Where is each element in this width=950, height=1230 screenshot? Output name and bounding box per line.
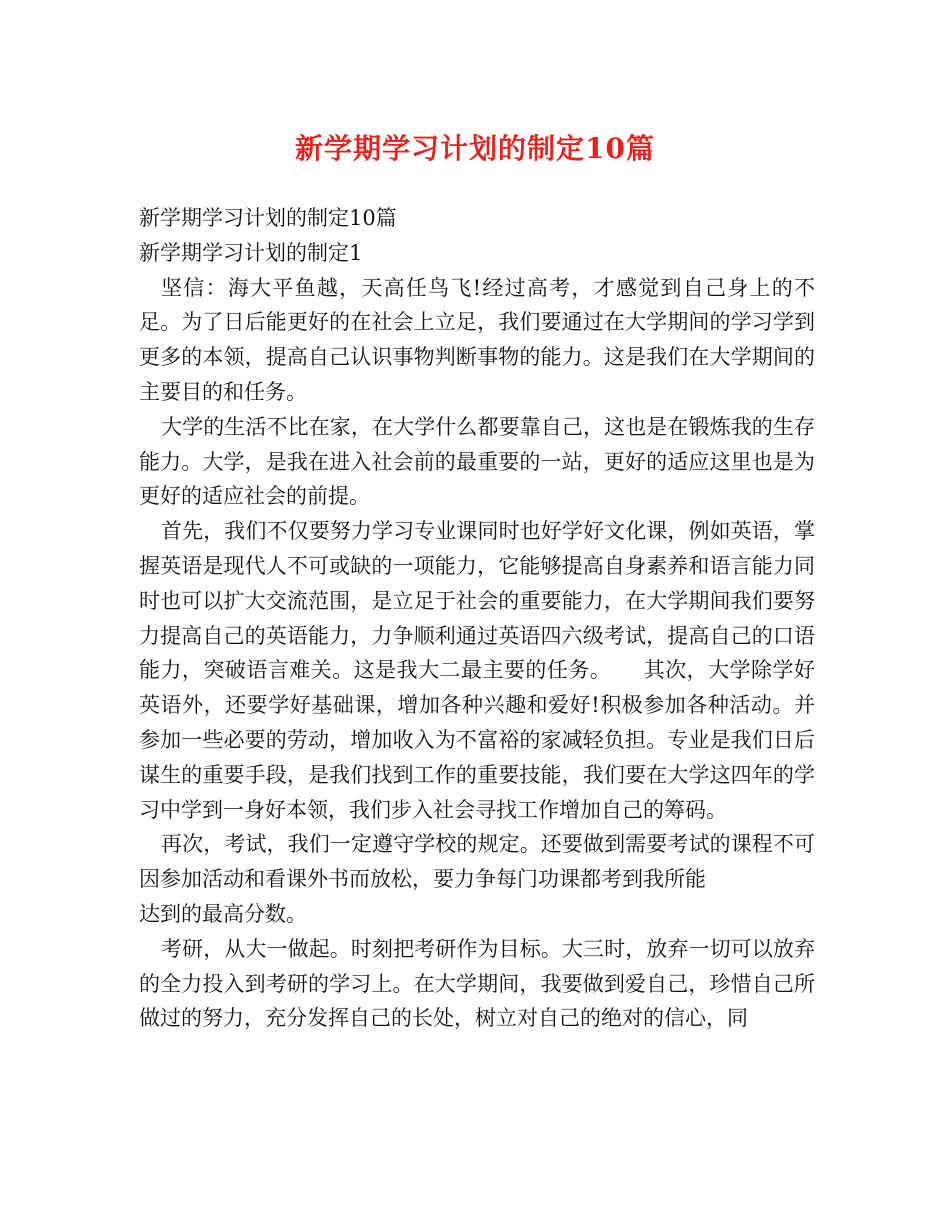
paragraph-5: 考研，从大一做起。时刻把考研作为目标。大三时，放弃一切可以放弃的全力投入到考研的学习上。在大学期间，我要做到爱自己，珍惜自己所做过的努力，充分发挥自己的长处，树立对自己的绝对的信心，同 xyxy=(139,936,815,1031)
document-body xyxy=(139,201,815,1036)
document-title: 新学期学习计划的制定10篇 xyxy=(295,132,655,165)
heading-line: 新学期学习计划的制定10篇 xyxy=(139,206,397,230)
subheading-line: 新学期学习计划的制定1 xyxy=(139,240,363,265)
paragraph-4: 再次，考试，我们一定遵守学校的规定。还要做到需要考试的课程不可因参加活动和看课外书而放松，要力争每门功课都考到我所能 xyxy=(139,832,815,892)
paragraph-3: 首先，我们不仅要努力学习专业课同时也好学好文化课，例如英语，掌握英语是现代人不可或缺的一项能力，它能够提高自身素养和语言能力同时也可以扩大交流范围，是立足于社会的重要能力，在大学期间我们要努力提高自己的英语能力，力争顺利通过英语四六级考试，提高自己的口语能力，突破语言难关。这是我大二最主要的任务。 其次，大学除学好英语外，还要学好基础课，增加各种兴趣和爱好!积极参加各种活动。并参加一些必要的劳动，增加收入为不富裕的家减轻负担。专业是我们日后谋生的重要手段，是我们找到工作的重要技能，我们要在大学这四年的学习中学到一身好本领，我们步入社会寻找工作增加自己的筹码。 xyxy=(139,519,815,822)
paragraph-2: 大学的生活不比在家，在大学什么都要靠自己，这也是在锻炼我的生存能力。大学，是我在进入社会前的最重要的一站，更好的适应这里也是为更好的适应社会的前提。 xyxy=(139,414,815,509)
paragraph-1: 坚信：海大平鱼越，天高任鸟飞!经过高考，才感觉到自己身上的不足。为了日后能更好的在社会上立足，我们要通过在大学期间的学习学到更多的本领，提高自己认识事物判断事物的能力。这是我们在大学期间的主要目的和任务。 xyxy=(139,275,815,404)
paragraph-4-continuation: 达到的最高分数。 xyxy=(139,901,307,926)
